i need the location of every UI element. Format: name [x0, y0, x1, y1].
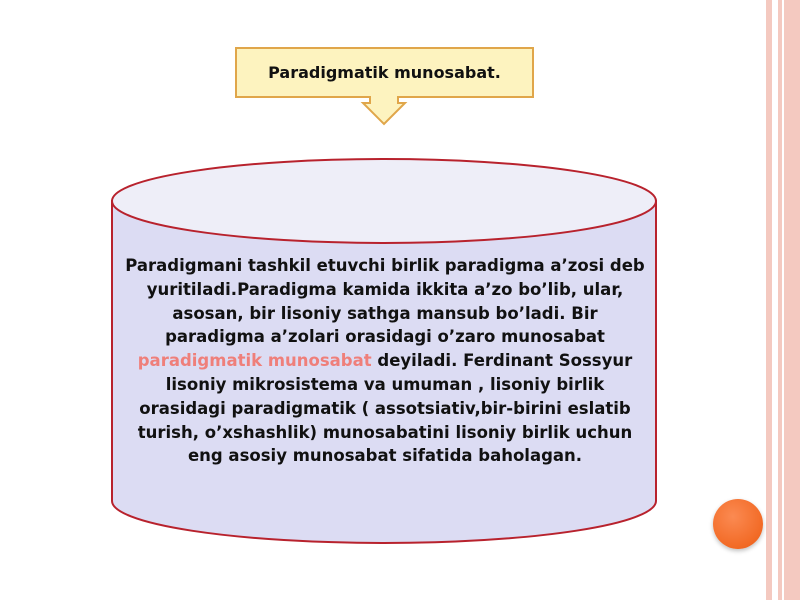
cylinder-top [112, 159, 656, 243]
next-slide-button[interactable] [713, 499, 763, 549]
body-text-part1: Paradigmani tashkil etuvchi birlik paradigma a’zosi deb yuritiladi.Paradigma kamida ikkita a’zo bo’lib, ular, asosan, bir lisoniy sathga mansub bo’ladi. Bir paradigma a’zolari orasidagi o’zaro munosabat [125, 256, 645, 347]
body-text-part2: deyiladi. Ferdinant Sossyur lisoniy mikrosistema va umuman , lisoniy birlik orasidagi paradigmatik ( assotsiativ,bir-birini eslatib turish, o’xshashlik) munosabatini lisoniy birlik uchun eng asosiy munosabat sifatida baholagan. [137, 351, 633, 466]
body-text [124, 254, 646, 468]
callout-title: Paradigmatik munosabat. [268, 62, 501, 82]
highlighted-term: paradigmatik munosabat [137, 351, 372, 371]
